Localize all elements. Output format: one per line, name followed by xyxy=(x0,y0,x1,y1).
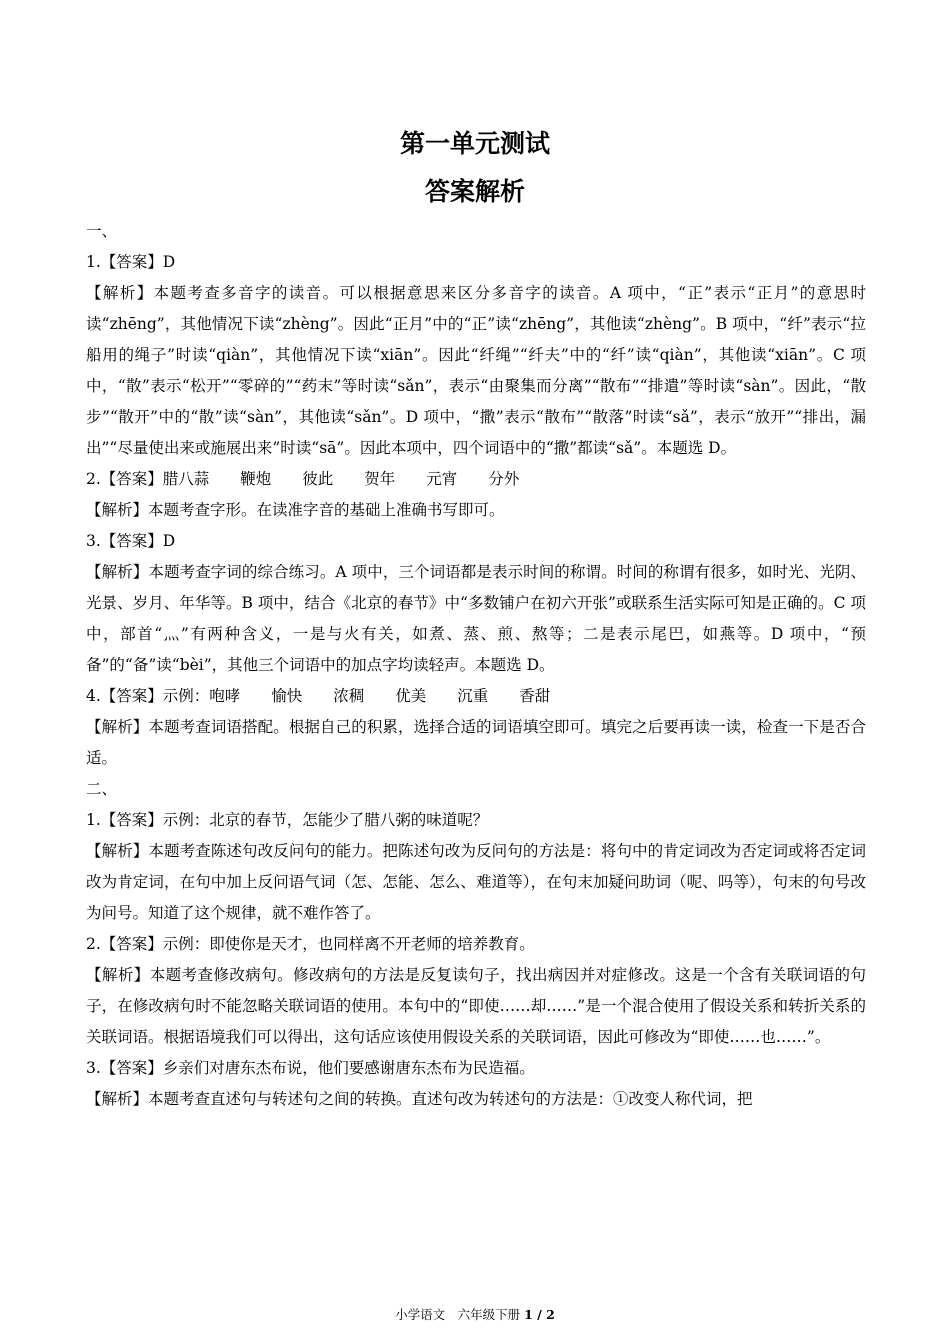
analysis-paragraph: 【解析】本题考查修改病句。修改病句的方法是反复读句子，找出病因并对症修改。这是一个含有关联词语的句子，在修改病句时不能忽略关联词语的使用。本句中的“即使……却……”是一个混合使用了假设关系和转折关系的关联词语。根据语境我们可以得出，这句话应该使用假设关系的关联词语，因此可修改为“即使……也……”。 xyxy=(86,966,866,1046)
section-heading: 二、 xyxy=(86,780,118,798)
answer-body xyxy=(86,216,866,1115)
analysis-paragraph: 【解析】本题考查字形。在读准字音的基础上准确书写即可。 xyxy=(86,501,505,519)
answer-line: 1.【答案】示例：北京的春节，怎能少了腊八粥的味道呢？ xyxy=(86,811,489,829)
answer-line: 4.【答案】示例：咆哮 愉快 浓稠 优美 沉重 香甜 xyxy=(86,687,551,705)
footer-text: 小学语文 六年级下册 xyxy=(395,1307,521,1322)
section-heading: 一、 xyxy=(86,222,118,240)
answer-line: 2.【答案】示例：即使你是天才，也同样离不开老师的培养教育。 xyxy=(86,935,535,953)
answer-line: 2.【答案】腊八蒜 鞭炮 彼此 贺年 元宵 分外 xyxy=(86,470,520,488)
page-subtitle: 答案解析 xyxy=(424,177,525,206)
page-number: 1 / 2 xyxy=(524,1307,555,1322)
analysis-paragraph: 【解析】本题考查字词的综合练习。A 项中，三个词语都是表示时间的称谓。时间的称谓有很多，如时光、光阴、光景、岁月、年华等。B 项中，结合《北京的春节》中“多数铺户在初六开张”或联系生活实际可知是正确的。C 项中，部首“灬”有两种含义，一是与火有关，如煮、蒸、煎、熬等；二是表示尾巴，如燕等。D 项中，“预备”的“备”读“bèi”，其他三个词语中的加点字均读轻声。本题选 D。 xyxy=(86,563,866,674)
answer-line: 3.【答案】D xyxy=(86,532,176,550)
page-title: 第一单元测试 xyxy=(399,129,550,158)
page-footer xyxy=(0,1305,950,1323)
analysis-paragraph: 【解析】本题考查直述句与转述句之间的转换。直述句改为转述句的方法是：①改变人称代词，把 xyxy=(86,1090,753,1108)
analysis-paragraph: 【解析】本题考查词语搭配。根据自己的积累，选择合适的词语填空即可。填完之后要再读一读，检查一下是否合适。 xyxy=(86,718,866,767)
analysis-paragraph: 【解析】本题考查多音字的读音。可以根据意思来区分多音字的读音。A 项中，“正”表示“正月”的意思时读“zhēng”，其他情况下读“zhèng”。因此“正月”中的“正”读“zhēng”，其他读“zhèng”。B 项中，“纤”表示“拉船用的绳子”时读“qiàn”，其他情况下读“xiān”。因此“纤绳”“纤夫”中的“纤”读“qiàn”，其他读“xiān”。C 项中，“散”表示“松开”“零碎的”“药末”等时读“sǎn”，表示“由聚集而分离”“散布”“排遣”等时读“sàn”。因此，“散步”“散开”中的“散”读“sàn”，其他读“sǎn”。D 项中，“撒”表示“散布”“散落”时读“sǎ”，表示“放开”“排出，漏出”“尽量使出来或施展出来”时读“sā”。因此本项中，四个词语中的“撒”都读“sǎ”。本题选 D。 xyxy=(86,284,866,457)
answer-line: 3.【答案】乡亲们对唐东杰布说，他们要感谢唐东杰布为民造福。 xyxy=(86,1059,535,1077)
answer-line: 1.【答案】D xyxy=(86,253,176,271)
analysis-paragraph: 【解析】本题考查陈述句改反问句的能力。把陈述句改为反问句的方法是：将句中的肯定词改为否定词或将否定词改为肯定词，在句中加上反问语气词（怎、怎能、怎么、难道等），在句末加疑问助词（呢、吗等），句末的句号改为问号。知道了这个规律，就不难作答了。 xyxy=(86,842,866,922)
